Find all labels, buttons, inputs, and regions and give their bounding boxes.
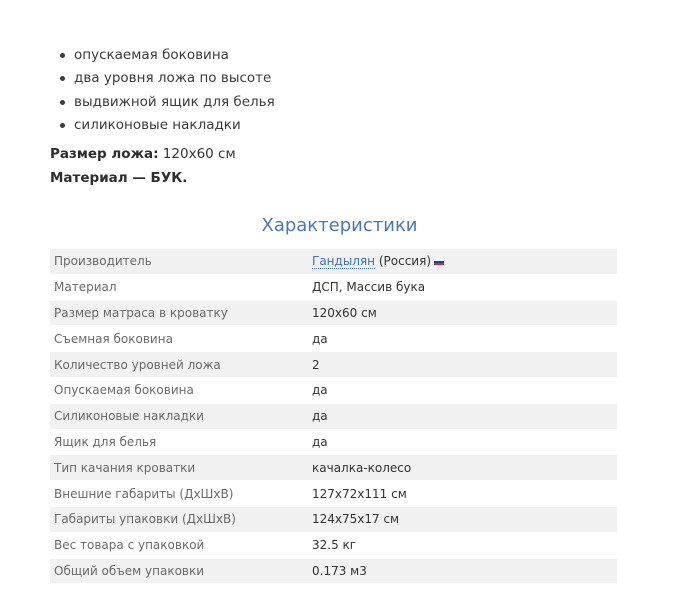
- row-value: да: [306, 377, 617, 403]
- row-key: Материал: [50, 274, 306, 300]
- row-key: Вес товара с упаковкой: [50, 532, 306, 558]
- bed-size-line: [50, 146, 236, 162]
- row-value: 32.5 кг: [306, 532, 617, 558]
- row-key: Внешние габариты (ДхШхВ): [50, 481, 306, 507]
- feature-item: [58, 44, 275, 67]
- bullet-icon: [60, 53, 65, 58]
- row-key: Ящик для белья: [50, 429, 306, 455]
- table-row: [50, 429, 617, 455]
- row-value: да: [306, 429, 617, 455]
- feature-text: силиконовые накладки: [74, 116, 241, 133]
- manufacturer-country: (Россия): [375, 254, 431, 269]
- row-value: 0.173 м3: [306, 558, 617, 584]
- row-value: да: [306, 326, 617, 352]
- table-row: [50, 403, 617, 429]
- row-key: Тип качания кроватки: [50, 455, 306, 481]
- bullet-icon: [60, 123, 65, 128]
- bullet-icon: [60, 100, 65, 105]
- characteristics-title: Характеристики: [261, 215, 418, 236]
- row-value: ДСП, Массив бука: [306, 274, 617, 300]
- row-key: Силиконовые накладки: [50, 403, 306, 429]
- manufacturer-link[interactable]: Гандылян: [312, 254, 376, 269]
- feature-item: [58, 114, 275, 137]
- russia-flag-icon: [434, 259, 444, 265]
- row-key: Количество уровней ложа: [50, 352, 306, 378]
- table-row: [50, 455, 617, 481]
- bullet-icon: [60, 76, 65, 81]
- table-row: [50, 300, 617, 326]
- row-value: 124х75х17 см: [306, 506, 617, 532]
- row-value: 120х60 см: [306, 300, 617, 326]
- characteristics-table: [50, 249, 617, 584]
- row-key: Опускаемая боковина: [50, 377, 306, 403]
- material-line: [50, 170, 187, 186]
- row-key: Габариты упаковки (ДхШхВ): [50, 506, 306, 532]
- table-row: [50, 326, 617, 352]
- bed-size-label: Размер ложа:: [50, 146, 159, 162]
- table-row: [50, 377, 617, 403]
- row-key: Производитель: [50, 249, 306, 274]
- feature-text: выдвижной ящик для белья: [74, 93, 275, 110]
- row-value: да: [306, 403, 617, 429]
- row-key: Размер матраса в кроватку: [50, 300, 306, 326]
- material-text: Материал — БУК.: [50, 170, 188, 186]
- bed-size-value: 120х60 см: [158, 146, 236, 162]
- row-key: Съемная боковина: [50, 326, 306, 352]
- feature-text: два уровня ложа по высоте: [74, 70, 272, 87]
- row-value: 2: [306, 352, 617, 378]
- table-row: [50, 481, 617, 507]
- table-row: [50, 532, 617, 558]
- table-row: [50, 249, 617, 274]
- feature-item: [58, 67, 275, 90]
- feature-item: [58, 91, 275, 114]
- table-row: [50, 558, 617, 584]
- row-value: [306, 249, 617, 274]
- feature-text: опускаемая боковина: [74, 47, 229, 63]
- row-key: Общий объем упаковки: [50, 558, 306, 584]
- row-value: 127х72х111 см: [306, 481, 617, 507]
- table-row: [50, 506, 617, 532]
- row-value: качалка-колесо: [306, 455, 617, 481]
- table-row: [50, 274, 617, 300]
- feature-list: [58, 44, 275, 137]
- table-row: [50, 352, 617, 378]
